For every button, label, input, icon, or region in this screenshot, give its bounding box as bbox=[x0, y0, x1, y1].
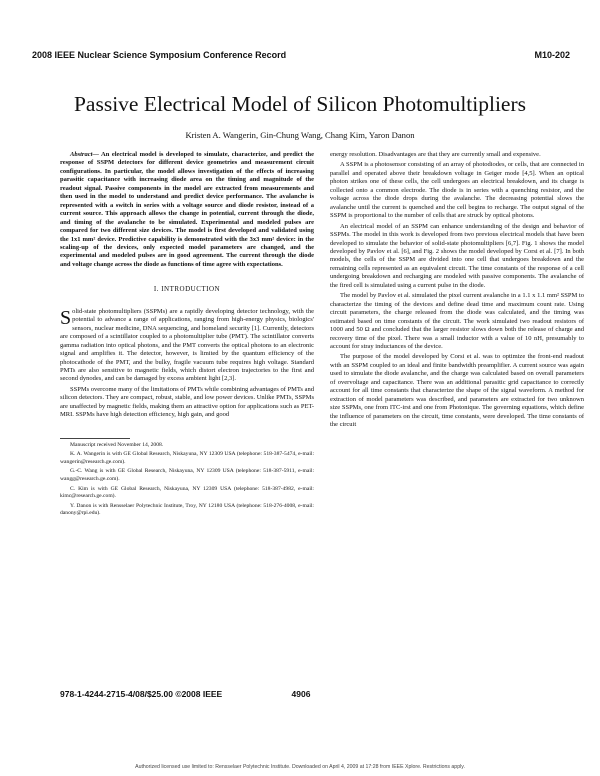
abstract bbox=[60, 151, 314, 269]
footnote: G.-C. Wang is with GE Global Research, Niskayuna, NY 12309 USA (telephone: 518-387-5911, e-mail: wangg@research.ge.com). bbox=[60, 468, 314, 483]
isbn-line: 978-1-4244-2715-4/08/$25.00 ©2008 IEEE bbox=[60, 689, 223, 699]
drop-cap: S bbox=[60, 306, 72, 329]
page-footer bbox=[60, 689, 542, 701]
body-paragraph: A SSPM is a photosensor consisting of an array of photodiodes, or cells, that are connected in parallel and operated above their breakdown voltage in Geiger mode [4,5]. When an optical photon strikes one of these cells, the cell undergoes an electrical breakdown, and its charge is collected onto a common electrode. The diode is in series with a quenching resistor, and the voltage across the diode drops during the avalanche. The decreasing potential slows the avalanche until the current is quenched and the cell begins to recharge. The output signal of the SSPM is proportional to the number of cells that are struck by optical photons. bbox=[330, 161, 584, 220]
intro-paragraph bbox=[60, 308, 314, 384]
page-number: 4906 bbox=[291, 689, 311, 699]
body-paragraph: energy resolution. Disadvantages are that they are currently small and expensive. bbox=[330, 151, 541, 158]
footnote: Y. Danon is with Rensselaer Polytechnic Institute, Troy, NY 12180 USA (telephone: 518-276-4008, e-mail: danony@rpi.edu). bbox=[60, 502, 314, 517]
footnote: Manuscript received November 14, 2008. bbox=[70, 441, 164, 448]
intro-text: olid-state photomultipliers (SSPMs) are a rapidly developing detector technology, with the potential to advance a range of applications, ranging from high-energy physics, biologics' sensors, nuclear medicine, DNA sequencing, and homeland security [1]. Currently, detectors are composed of a scintillator coupled to a photomultiplier tube (PMT). The scintillator converts gamma radiation into optical photons, and the PMT converts the optical photons to an electronic signal and amplifies it. The detector, however, is limited by the quantum efficiency of the photocathode of the PMT, and the bulky, fragile vacuum tube requires high voltage. Standard PMTs are also sensitive to magnetic fields, which distort electron trajectories to the first and second dynodes, and can be damaged by excess ambient light [2,3]. bbox=[60, 307, 314, 383]
page-header bbox=[32, 50, 570, 64]
license-notice: Authorized licensed use limited to: Rensselaer Polytechnic Institute. Downloaded on April 4, 2009 at 17:28 from IEEE Xplore. Restrictions apply. bbox=[135, 764, 465, 770]
abstract-label: Abstract bbox=[70, 151, 93, 158]
left-column bbox=[60, 151, 314, 520]
footnote: C. Kim is with GE Global Research, Niskayuna, NY 12309 USA (telephone: 518-387-4982, e-mail: kimc@research.ge.com). bbox=[60, 485, 314, 500]
abstract-text: — An electrical model is developed to simulate, characterize, and predict the response of SSPM detectors for different device geometries and measurement circuit configurations. In particular, the model allows investigation of the effects of increasing parasitic capacitance with increasing diode area on the timing and magnitude of the readout signal. Passive components in the model are extracted from measurements and then used in the model to understand and predict device performance. The avalanche is represented with a switch in series with a voltage source and diode resistor, instead of a current source. This approach allows the change in potential, current through the diode, and timing of the avalanche to be simulated. Experimental and modeled pulses are compared for two different size devices. The model is first developed and validated using the 1x1 mm² device. Predictive capability is demonstrated with the 3x3 mm² device: in the scaling-up of the devices, only expected model parameters are changed, and the experimental and modeled pulses are in good agreement. The current through the diode and voltage change across the diode as functions of time agree with expectations. bbox=[60, 151, 314, 268]
intro-paragraph: SSPMs overcome many of the limitations of PMTs while combining advantages of PMTs and silicon detectors. They are compact, robust, stable, and low power devices. Unlike PMTs, SSPMs are unaffected by magnetic fields, making them an attractive option for applications such as PET-MRI. SSPMs have high detection efficiency, high gain, and good bbox=[60, 385, 314, 419]
conference-name: 2008 IEEE Nuclear Science Symposium Conference Record bbox=[32, 50, 287, 60]
footnote: K. A. Wangerin is with GE Global Research, Niskayuna, NY 12309 USA (telephone: 518-387-5474, e-mail: wangerin@research.ge.com). bbox=[60, 451, 314, 465]
paper-id: M10-202 bbox=[534, 50, 570, 60]
right-column bbox=[330, 151, 584, 432]
paper-title: Passive Electrical Model of Silicon Photomultipliers bbox=[73, 92, 527, 116]
section-heading: I. INTRODUCTION bbox=[153, 285, 221, 294]
footnote-rule bbox=[60, 438, 130, 439]
body-paragraph: The model by Pavlov et al. simulated the pixel current avalanche in a 1.1 x 1.1 mm² SSPM to characterize the timing of the devices and define dead time and maximum count rate. Using circuit parameters, the charge released from the diode was calculated, and the timing was estimated based on time constants of the circuit. The work simulated two readout resistors of 1000 and 50 Ω and concluded that the larger resistor slows down both the release of charge and recovery time of the pixel. There was a small inductor with a value of 10 nH, presumably to account for stray inductances of the device. bbox=[330, 292, 584, 350]
body-paragraph: The purpose of the model developed by Corsi et al. was to optimize the front-end readout with an SSPM coupled to an ideal and finite bandwidth preamplifier. A current source was again used to simulate the diode avalanche, and the charge was calculated based on overall parameters of overvoltage and capacitance. There was an additional parasitic grid capacitance to correctly account for all time constants that characterize the shape of the signal waveform. A method for extraction of model parameters was described, and parameters are extracted for two unknown size SSPMs, one from ITC-irst and one from Photonique. The governing equations, which define the influence of parameters on the circuit, time constants, were developed. The time constants of the circuit bbox=[330, 353, 584, 429]
body-paragraph: An electrical model of an SSPM can enhance understanding of the design and behavior of SSPMs. The model in this work is developed from two previous electrical models that have been developed to simulate the behavior of solid-state photomultipliers [6,7]. Fig. 1 shows the model developed by Pavlov et al. [6], and Fig. 2 shows the model developed by Corsi et al. [7]. In both models, the cells of the SSPM are divided into one cell that undergoes breakdown and the remaining cells represented as an equivalent circuit. The time constants of the response of a cell undergoing breakdown and recharging are modeled with passive components. The avalanche of the fired cell is simulated using a current pulse in the diode. bbox=[330, 222, 584, 289]
author-list: Kristen A. Wangerin, Gin-Chung Wang, Chang Kim, Yaron Danon bbox=[185, 130, 415, 140]
